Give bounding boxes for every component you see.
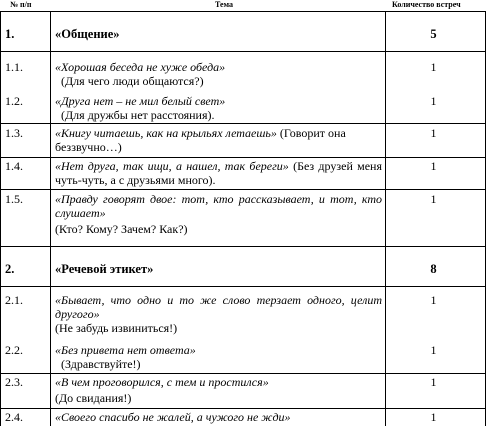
topic-note: (Не забудь извиниться!) [55, 321, 178, 335]
row-count: 1 [430, 293, 437, 307]
row-count: 1 [430, 192, 437, 206]
topic-note: (Кто? Кому? Зачем? Как?) [55, 222, 188, 236]
proverb: «Нет друга, так ищи, а нашел, так береги» [55, 159, 289, 173]
header-number: № п/п [10, 0, 32, 9]
row-topic [55, 410, 382, 424]
rule [0, 11, 486, 12]
proverb: «Книгу читаешь, как на крыльях летаешь» [55, 126, 277, 140]
row-topic [55, 293, 382, 335]
proverb: «Друга нет – не мил белый свет» [55, 94, 226, 108]
row-topic [55, 159, 382, 187]
row-count: 1 [430, 126, 437, 140]
row-number: 2.4. [5, 410, 23, 424]
row-count: 1 [430, 410, 437, 424]
section-title: «Общение» [55, 27, 120, 41]
rule [0, 157, 486, 158]
column-rule [0, 11, 1, 426]
row-number: 1.5. [5, 192, 23, 206]
topic-note: (Говорит она беззвучно…) [55, 126, 346, 154]
row-number: 2. [5, 262, 15, 276]
row-topic [55, 94, 382, 122]
row-number: 1.3. [5, 126, 23, 140]
topic-note: (Без друзей меня чуть-чуть, а с друзьями много). [55, 159, 382, 187]
row-count: 5 [430, 27, 437, 41]
rule [0, 286, 486, 287]
proverb: «Без привета нет ответа» [55, 343, 196, 357]
row-count: 1 [430, 94, 437, 108]
rule [0, 373, 486, 374]
row-number: 1.4. [5, 159, 23, 173]
topic-note: (Здравствуйте!) [61, 357, 141, 371]
header-count: Количество встреч [392, 0, 461, 9]
rule [0, 123, 486, 124]
rule [0, 408, 486, 409]
proverb: «Своего спасибо не жалей, а чужого не жди» [55, 410, 291, 424]
row-number: 2.1. [5, 293, 23, 307]
row-count: 1 [430, 343, 437, 357]
row-topic [55, 192, 382, 236]
header-topic: Тема [215, 0, 233, 9]
proverb: «В чем проговорился, с тем и простился» [55, 375, 269, 389]
row-number: 1. [5, 27, 15, 41]
row-number: 2.2. [5, 343, 23, 357]
row-topic [55, 343, 382, 371]
row-number: 1.2. [5, 94, 23, 108]
row-topic [55, 375, 382, 405]
proverb: «Хорошая беседа не хуже обеда» [55, 60, 226, 74]
row-count: 1 [430, 60, 437, 74]
section-title: «Речевой этикет» [55, 262, 154, 276]
topic-note: (Для дружбы нет расстояния). [61, 108, 215, 122]
rule [0, 51, 486, 52]
topic-note: (До свидания!) [55, 391, 132, 405]
row-topic [55, 126, 382, 154]
proverb: «Бывает, что одно и то же слово терзает одного, целит другого» [55, 293, 382, 321]
row-count: 1 [430, 159, 437, 173]
rule [0, 189, 486, 190]
column-rule [50, 11, 51, 426]
topic-note: (Для чего люди общаются?) [61, 74, 204, 88]
row-number: 1.1. [5, 60, 23, 74]
rule [0, 246, 486, 247]
row-count: 1 [430, 375, 437, 389]
row-count: 8 [430, 262, 437, 276]
row-topic [55, 60, 382, 88]
proverb: «Правду говорят двое: тот, кто рассказывает, и тот, кто слушает» [55, 192, 382, 220]
row-number: 2.3. [5, 375, 23, 389]
